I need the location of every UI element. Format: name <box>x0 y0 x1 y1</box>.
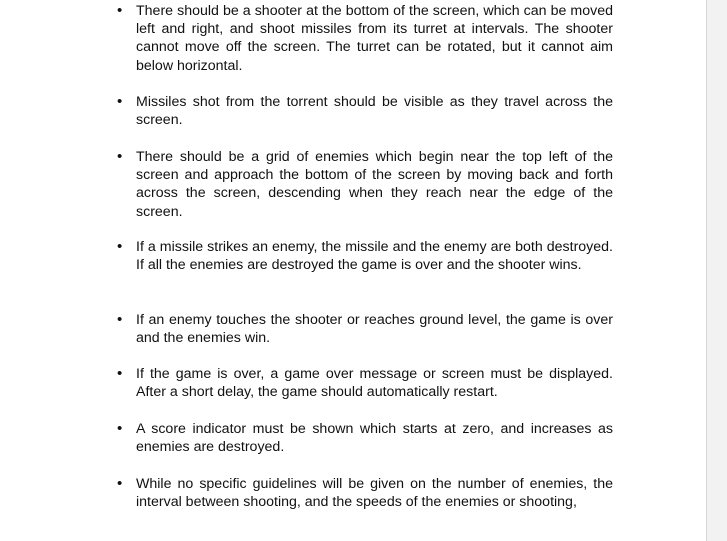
bullet-text: Missiles shot from the torrent should be visible as they travel across the screen. <box>136 94 613 129</box>
bullet-text: A score indicator must be shown which starts at zero, and increases as enemies are destroyed. <box>136 421 613 456</box>
bullet-text: If the game is over, a game over message or screen must be displayed. After a short delay, the game should automatically restart. <box>136 366 613 401</box>
bullet-marker: • <box>117 311 123 328</box>
bullet-marker: • <box>117 2 123 19</box>
bullet-marker: • <box>117 365 123 382</box>
bullet-marker: • <box>117 475 123 492</box>
scroll-edge <box>706 0 727 541</box>
bullet-text: If an enemy touches the shooter or reaches ground level, the game is over and the enemies win. <box>136 312 613 347</box>
bullet-text: There should be a shooter at the bottom of the screen, which can be moved left and right, and shoot missiles from its turret at intervals. The shooter cannot move off the screen. The turret can be rotated, but it cannot aim below horizontal. <box>136 3 613 74</box>
bullet-marker: • <box>117 420 123 437</box>
bullet-marker: • <box>117 93 123 110</box>
bullet-marker: • <box>117 238 123 255</box>
bullet-text: If a missile strikes an enemy, the missile and the enemy are both destroyed. If all the enemies are destroyed the game is over and the shooter wins. <box>136 239 613 274</box>
bullet-text: While no specific guidelines will be given on the number of enemies, the interval between shooting, and the speeds of the enemies or shooting, <box>136 476 613 511</box>
bullet-text: There should be a grid of enemies which begin near the top left of the screen and approach the bottom of the screen by moving back and forth across the screen, descending when they reach near the edge of the screen. <box>136 149 613 220</box>
bullet-marker: • <box>117 148 123 165</box>
